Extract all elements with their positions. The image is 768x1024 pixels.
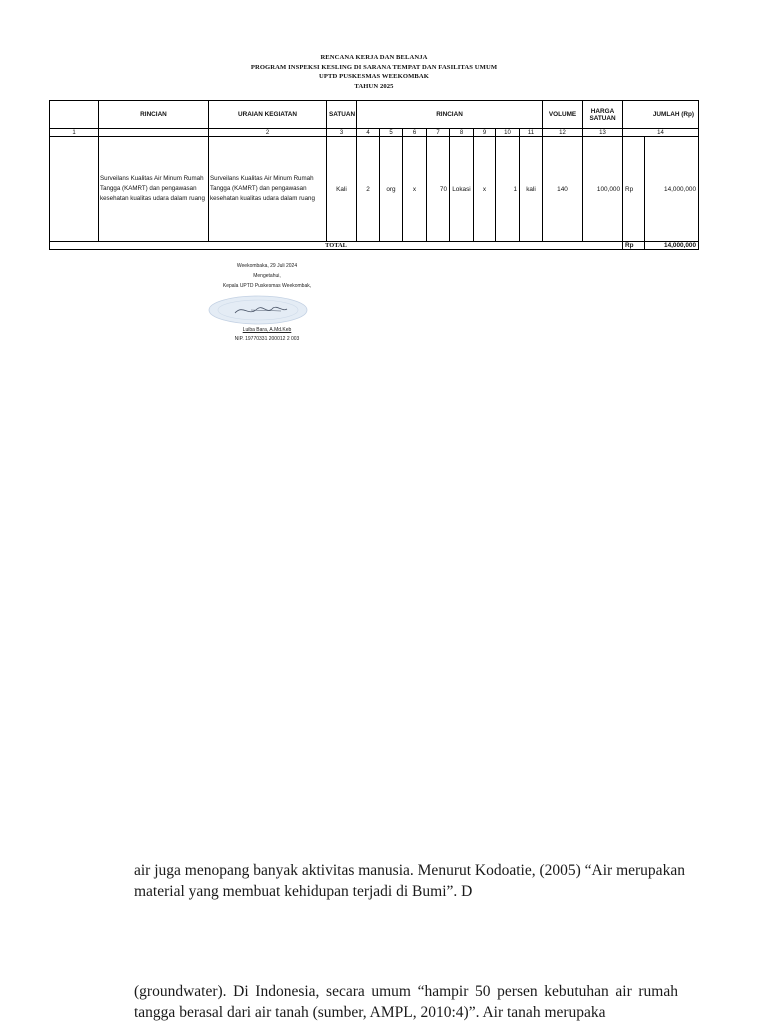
signature-acknowledged: Mengetahui, [253,273,281,279]
title-line-4: TAHUN 2025 [354,82,394,90]
col-number: 4 [357,129,380,137]
header-rincian: RINCIAN [357,101,543,129]
col-number: 1 [50,129,99,137]
signature-place-date: Weekombaka, 29 Juli 2024 [236,263,298,269]
col-number: 5 [380,129,403,137]
cell-rincian-qty2: 70 [427,137,450,242]
cell-rincian-qty: 2 [357,137,380,242]
header-harga-line1: HARGA [590,107,615,115]
paragraph-line: tangga berasal dari air tanah (sumber, AMPL, 2010:4)”. Air tanah merupaka [134,1004,606,1021]
table-header-row [50,101,699,129]
col-number: 7 [427,129,450,137]
total-label: TOTAL [50,242,623,250]
paragraph-line: (groundwater). Di Indonesia, secara umum “hampir 50 persen kebutuhan air rumah [134,983,678,1000]
cell-rincian-x2: x [474,137,496,242]
title-line-2: PROGRAM INSPEKSI KESLING DI SARANA TEMPAT DAN FASILITAS UMUM [250,63,498,71]
signature-position: Kepala UPTD Puskesmas Weekombak, [222,283,312,289]
cell-rincian-unit: org [380,137,403,242]
total-value: 14,000,000 [645,242,699,250]
cell-harga: 100,000 [583,137,623,242]
header-harga-line2: SATUAN [589,114,616,122]
col-number: 10 [496,129,520,137]
col-number: 9 [474,129,496,137]
document-title [0,53,748,91]
col-number: 2 [209,129,327,137]
signer-name: Luiba Bara, A.Md.Keb [242,327,292,333]
col-number: 8 [450,129,474,137]
header-harga [583,101,623,129]
cell-rincian-unit3: kali [520,137,543,242]
header-jumlah: JUMLAH (Rp) [623,101,699,129]
header-rincian-left: RINCIAN [99,101,209,129]
col-number: 14 [623,129,699,137]
title-line-1: RENCANA KERJA DAN BELANJA [320,54,428,61]
header-satuan: SATUAN [327,101,357,129]
cell-rincian: Surveilans Kualitas Air Minum Rumah Tangga (KAMRT) dan pengawasan kesehatan kualitas udara dalam ruang [99,137,209,242]
paragraph-line: air juga menopang banyak aktivitas manusia. Menurut Kodoatie, (2005) “Air merupakan [134,862,685,879]
cell-currency: Rp [623,137,645,242]
col-number-blank [99,129,209,137]
signer-nip: NIP. 19770331 200012 2 003 [234,336,300,342]
signature-block [196,261,338,291]
col-number: 3 [327,129,357,137]
stamp-and-signature-image [207,295,309,325]
header-uraian: URAIAN KEGIATAN [209,101,327,129]
body-paragraph-1 [134,860,685,902]
cell-rincian-unit2: Lokasi [450,137,474,242]
title-line-3: UPTD PUSKESMAS WEEKOMBAK [319,73,429,80]
cell-rincian-qty3: 1 [496,137,520,242]
cell-blank [50,137,99,242]
cell-uraian: Surveilans Kualitas Air Minum Rumah Tangga (KAMRT) dan pengawasan kesehatan kualitas udara dalam ruang [209,137,327,242]
column-number-row [50,129,699,137]
col-number: 6 [403,129,427,137]
body-paragraph-2 [134,981,678,1023]
header-blank [50,101,99,129]
budget-table [49,100,699,250]
table-row [50,137,699,242]
signature-name-block [196,326,338,344]
header-volume: VOLUME [543,101,583,129]
total-row [50,242,699,250]
col-number: 12 [543,129,583,137]
total-currency: Rp [623,242,645,250]
cell-satuan: Kali [327,137,357,242]
cell-volume: 140 [543,137,583,242]
col-number: 11 [520,129,543,137]
cell-rincian-x: x [403,137,427,242]
col-number: 13 [583,129,623,137]
paragraph-line: material yang membuat kehidupan terjadi di Bumi”. D [134,883,473,900]
cell-jumlah: 14,000,000 [645,137,699,242]
